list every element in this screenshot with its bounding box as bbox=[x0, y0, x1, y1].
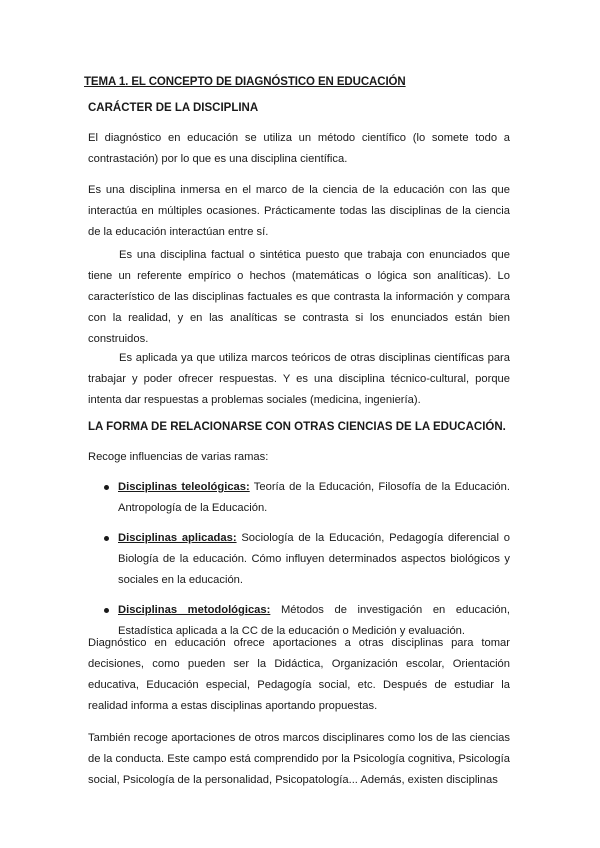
bullet-text: Métodos de investigación en educación, Estadística aplicada a la CC de la educación o Medición y evaluación. bbox=[118, 604, 510, 637]
list-item bbox=[88, 528, 510, 591]
paragraph-aportaciones: Diagnóstico en educación ofrece aportaciones a otras disciplinas para tomar decisiones, como pueden ser la Didáctica, Organización escolar, Orientación educativa, Educación especial, Pedagogía social, etc. Después de estudiar la realidad informa a estas disciplinas aportando propuestas. bbox=[88, 637, 510, 712]
bullet-icon bbox=[104, 536, 109, 541]
paragraph-disciplina-factual: Es una disciplina factual o sintética puesto que trabaja con enunciados que tiene un referente empírico o hechos (matemáticas o lógica son analíticas). Lo característico de las disciplinas factuales es que contrasta la información y compara con la realidad, y en las analíticas se contrasta si los enunciados están bien construidos. bbox=[88, 249, 510, 345]
bullet-term: Disciplinas teleológicas: bbox=[118, 481, 250, 493]
bullet-term: Disciplinas metodológicas: bbox=[118, 604, 271, 616]
paragraph-disciplina-aplicada: Es aplicada ya que utiliza marcos teóricos de otras disciplinas científicas para trabajar y poder ofrecer respuestas. Y es una disciplina técnico-cultural, porque intenta dar respuestas a problemas sociales (medicina, ingeniería). bbox=[88, 352, 510, 406]
disciplines-list bbox=[88, 477, 510, 651]
bullet-icon bbox=[104, 608, 109, 613]
bullet-icon bbox=[104, 485, 109, 490]
section-heading-caracter: CARÁCTER DE LA DISCIPLINA bbox=[88, 102, 259, 114]
document-title: TEMA 1. EL CONCEPTO DE DIAGNÓSTICO EN EDUCACIÓN bbox=[84, 76, 406, 88]
paragraph-ciencias-conducta: También recoge aportaciones de otros marcos disciplinares como los de las ciencias de la conducta. Este campo está comprendido por la Psicología cognitiva, Psicología social, Psicología de la personalidad, Psicopatología... Además, existen disciplinas bbox=[88, 732, 510, 786]
section-heading-relaciones: LA FORMA DE RELACIONARSE CON OTRAS CIENCIAS DE LA EDUCACIÓN. bbox=[88, 421, 506, 433]
paragraph-metodo-cientifico: El diagnóstico en educación se utiliza un método científico (lo somete todo a contrastación) por lo que es una disciplina científica. bbox=[88, 132, 510, 165]
bullet-term: Disciplinas aplicadas: bbox=[118, 532, 237, 544]
paragraph-disciplina-inmersa: Es una disciplina inmersa en el marco de la ciencia de la educación con las que interactúa en múltiples ocasiones. Prácticamente todas las disciplinas de la ciencia de la educación interactúan entre sí. bbox=[88, 184, 510, 238]
paragraph-recoge-influencias: Recoge influencias de varias ramas: bbox=[88, 451, 269, 463]
bullet-text: Teoría de la Educación, Filosofía de la Educación. Antropología de la Educación. bbox=[118, 481, 510, 514]
bullet-text: Sociología de la Educación, Pedagogía diferencial o Biología de la educación. Cómo influyen determinados aspectos biológicos y sociales en la educación. bbox=[118, 532, 510, 586]
list-item bbox=[88, 477, 510, 519]
